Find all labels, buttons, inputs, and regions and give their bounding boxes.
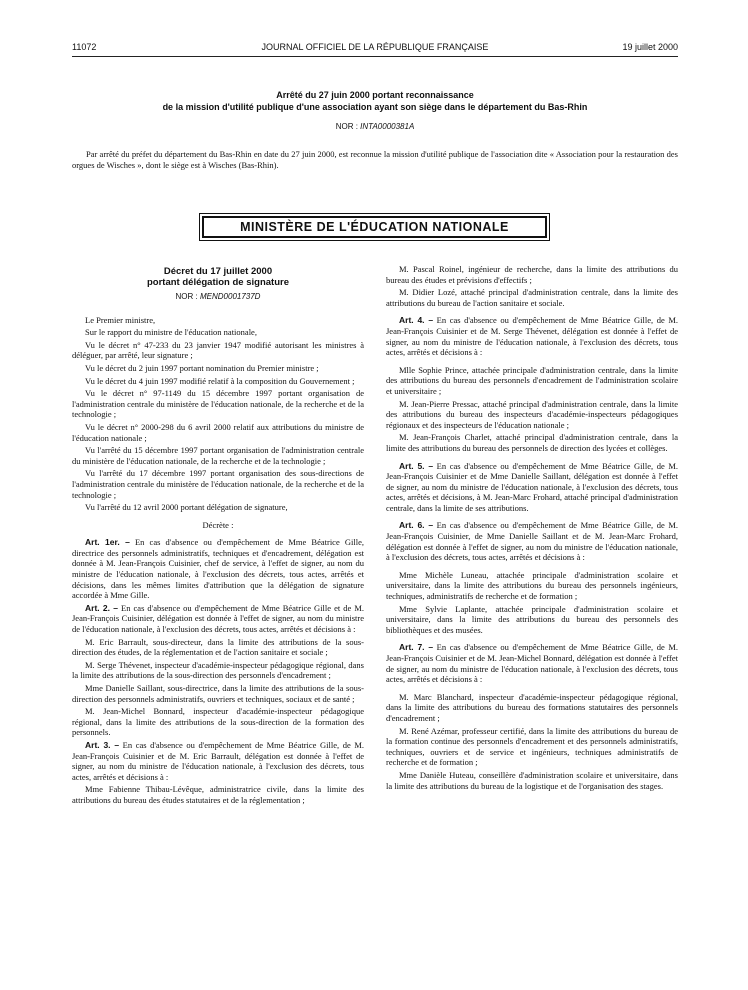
preamble-line: Vu l'arrêté du 15 décembre 1997 portant organisation de l'administration centrale du ministère de l'éducation nationale, de la recherche et de la technologie ; (72, 445, 364, 466)
article-3 (72, 740, 364, 782)
preamble-line: Vu l'arrêté du 17 décembre 1997 portant organisation des sous-directions de l'administration centrale du ministère de l'éducation nationale, de la recherche et de la technologie ; (72, 468, 364, 500)
delegate-item: M. Serge Thévenet, inspecteur d'académie-inspecteur pédagogique régional, dans la limite des attributions de la sous-direction des personnels d'encadrement ; (72, 659, 364, 681)
delegate-item: Mme Danièle Huteau, conseillère d'administration scolaire et universitaire, dans la limite des attributions du bureau de la logistique et de l'organisation des stages. (386, 769, 678, 791)
decret-nor-code: MEND0001737D (199, 292, 261, 301)
article-text: En cas d'absence ou d'empêchement de Mme Béatrice Gille, de M. Jean-François Cuisinier et de M. Eric Barrault, délégation est donnée à l'effet de signer, au nom du ministre de l'éducation nationale, à l'exclusion des décrets, tous actes, arrêtés et décisions à : (72, 739, 365, 782)
delegate-item: M. Didier Lozé, attaché principal d'administration centrale, dans la limite des attributions du bureau de l'action sanitaire et sociale. (386, 287, 678, 308)
article-6 (386, 520, 678, 562)
preamble-line: Vu le décret n° 47-233 du 23 janvier 1947 modifié autorisant les ministres à déléguer, par arrêté, leur signature ; (72, 339, 364, 361)
preamble-line: Vu l'arrêté du 12 avril 2000 portant délégation de signature, (85, 502, 288, 513)
ministry-banner-text: MINISTÈRE DE L'ÉDUCATION NATIONALE (202, 216, 547, 238)
article-label: Art. 1er. – (85, 537, 130, 548)
article-label: Art. 7. – (399, 642, 434, 653)
arrete-nor-label: NOR : (335, 122, 358, 131)
article-text: En cas d'absence ou d'empêchement de Mme Béatrice Gille, de M. Jean-François Cuisinier, de Mme Danielle Saillant et de M. Jean-Marc Frohard, délégation est donnée à l'effet de signer, au nom du ministre de l'éducation nationale, à l'exclusion des décrets, tous actes, arrêtés et décisions à : (386, 520, 679, 563)
preamble-line: Le Premier ministre, (85, 314, 156, 325)
article-text: En cas d'absence ou d'empêchement de Mme Béatrice Gille, de M. Jean-François Cuisinier et de Mme Danielle Saillant, délégation est donnée à l'effet de signer, au nom du ministre de l'éducation nationale, à l'exclusion des décrets, tous actes, arrêtés et décisions, à M. Jean-Marc Frohard, attaché principal d'administration centrale, dans la limite de ses attributions. (386, 460, 679, 513)
article-text: En cas d'absence ou d'empêchement de Mme Béatrice Gille, de M. Jean-François Cuisinier et de M. Serge Thévenet, délégation est donnée à l'effet de signer, au nom du ministre de l'éducation nationale, à l'exclusion des décrets, tous actes, arrêtés et décisions à : (386, 315, 679, 358)
arrete-nor (72, 122, 678, 131)
delegate-item: M. René Azémar, professeur certifié, dans la limite des attributions du bureau de la formation continue des personnels d'encadrement et des personnels administratifs, techniques, ouvriers et de service et ingénieurs, techniques administratifs de recherche et de formation ; (386, 725, 678, 768)
preamble-line: Vu le décret du 4 juin 1997 modifié relatif à la composition du Gouvernement ; (85, 375, 355, 386)
article-text: En cas d'absence ou d'empêchement de Mme Béatrice Gille, de M. Jean-François Cuisinier et de M. Jean-Michel Bonnard, délégation est donnée à l'effet de signer, au nom du ministre de l'éducation nationale, à l'exclusion des décrets, tous actes, arrêtés et décisions à : (386, 642, 679, 685)
delegate-item: M. Marc Blanchard, inspecteur d'académie-inspecteur pédagogique régional, dans la limite des attributions du bureau des formations statutaires des personnels d'encadrement ; (386, 691, 678, 723)
delegate-item: M. Pascal Roinel, ingénieur de recherche, dans la limite des attributions du bureau des études et prévisions d'effectifs ; (386, 264, 678, 285)
arrete-title-line2: de la mission d'utilité publique d'une association ayant son siège dans le département du Bas-Rhin (162, 102, 588, 112)
delegate-item: Mlle Sophie Prince, attachée principale d'administration centrale, dans la limite des attributions du bureau des personnels d'encadrement de l'administration scolaire et universitaire ; (386, 364, 678, 396)
journal-title: JOURNAL OFFICIEL DE LA RÉPUBLIQUE FRANÇAISE (261, 42, 489, 52)
decret-title-line2: portant délégation de signature (147, 277, 289, 288)
delegate-item: M. Jean-Pierre Pressac, attaché principal d'administration centrale, dans la limite des attributions du bureau des inspecteurs d'académie-inspecteurs pédagogiques régionaux et des inspecteurs de l'éducation nationale ; (386, 398, 678, 430)
delegate-item: M. Jean-Michel Bonnard, inspecteur d'académie-inspecteur pédagogique régional, dans la limite des attributions de la sous-direction de la formation des personnels. (72, 706, 364, 738)
article-label: Art. 2. – (85, 602, 118, 613)
delegate-item: Mme Michèle Luneau, attachée principale d'administration scolaire et universitaire, dans la limite des attributions du bureau des personnels ingénieurs, techniques, administratifs de recherche et de formation ; (386, 569, 678, 602)
arrete-nor-code: INTA0000381A (360, 122, 415, 131)
article-4 (386, 315, 678, 357)
article-label: Art. 6. – (399, 520, 434, 531)
arrete-title (72, 89, 678, 113)
preamble-line: Sur le rapport du ministre de l'éducation nationale, (85, 327, 257, 338)
article-1 (72, 537, 364, 601)
article-label: Art. 3. – (85, 739, 120, 750)
arrete-body: Par arrêté du préfet du département du Bas-Rhin en date du 27 juin 2000, est reconnue la mission d'utilité publique de l'association dite « Association pour la restauration des orgues de Wisches », dont le siège est à Wisches (Bas-Rhin). (72, 149, 678, 170)
article-text: En cas d'absence ou d'empêchement de Mme Béatrice Gille et de M. Jean-François Cuisinier, délégation est donnée à l'effet de signer, au nom du ministre de l'éducation nationale, à l'exclusion des décrets, tous actes, arrêtés et décisions à : (72, 602, 364, 635)
ministry-banner (199, 213, 550, 241)
issue-date: 19 juillet 2000 (622, 42, 678, 52)
page-number: 11072 (72, 42, 97, 52)
decrete-heading: Décrète : (202, 519, 234, 530)
article-2 (72, 603, 364, 635)
article-label: Art. 4. – (399, 315, 434, 326)
decret-title (72, 266, 364, 288)
delegate-item: Mme Danielle Saillant, sous-directrice, dans la limite des attributions de la sous-direction des personnels administratifs, ouvriers et techniques, sociaux et de santé ; (72, 683, 364, 704)
article-7 (386, 642, 678, 684)
preamble-line: Vu le décret n° 97-1149 du 15 décembre 1997 portant organisation de l'administration centrale du ministère de l'éducation nationale, de la recherche et de la technologie ; (72, 388, 364, 420)
article-label: Art. 5. – (399, 460, 434, 471)
decret-nor (72, 292, 364, 303)
arrete-title-line1: Arrêté du 27 juin 2000 portant reconnaissance (276, 90, 474, 100)
left-column (72, 266, 364, 808)
delegate-item: Mme Sylvie Laplante, attachée principale d'administration scolaire et universitaire, dans la limite des attributions du bureau des personnels des bibliothèques et des musées. (386, 603, 678, 635)
decret-nor-label: NOR : (175, 292, 198, 301)
decret-title-line1: Décret du 17 juillet 2000 (163, 266, 273, 277)
delegate-item: M. Jean-François Charlet, attaché principal d'administration centrale, dans la limite des attributions du bureau des personnels de direction des lycées et collèges. (386, 432, 678, 453)
preamble-line: Vu le décret du 2 juin 1997 portant nomination du Premier ministre ; (85, 362, 319, 373)
delegate-item: Mme Fabienne Thibau-Lévêque, administratrice civile, dans la limite des attributions du bureau des études statutaires et de la réglementation ; (72, 784, 364, 805)
right-column (386, 264, 678, 793)
article-5 (386, 461, 678, 514)
preamble-line: Vu le décret n° 2000-298 du 6 avril 2000 relatif aux attributions du ministre de l'éducation nationale ; (72, 421, 364, 443)
delegate-item: M. Eric Barrault, sous-directeur, dans la limite des attributions de la sous-direction des études, de la réglementation et de l'action sanitaire et sociale ; (72, 636, 364, 658)
article-text: En cas d'absence ou d'empêchement de Mme Béatrice Gille, directrice des personnels administratifs, techniques et d'encadrement, délégation est donnée à M. Jean-François Cuisinier, chef de service, à l'effet de signer, au nom du ministre de l'éducation nationale, à l'exclusion des décrets, tous actes, arrêtés et décisions, dans les mêmes limites d'attribution que la délégation de signature accordée à Mme Gille. (72, 537, 365, 601)
page-header (72, 40, 678, 57)
